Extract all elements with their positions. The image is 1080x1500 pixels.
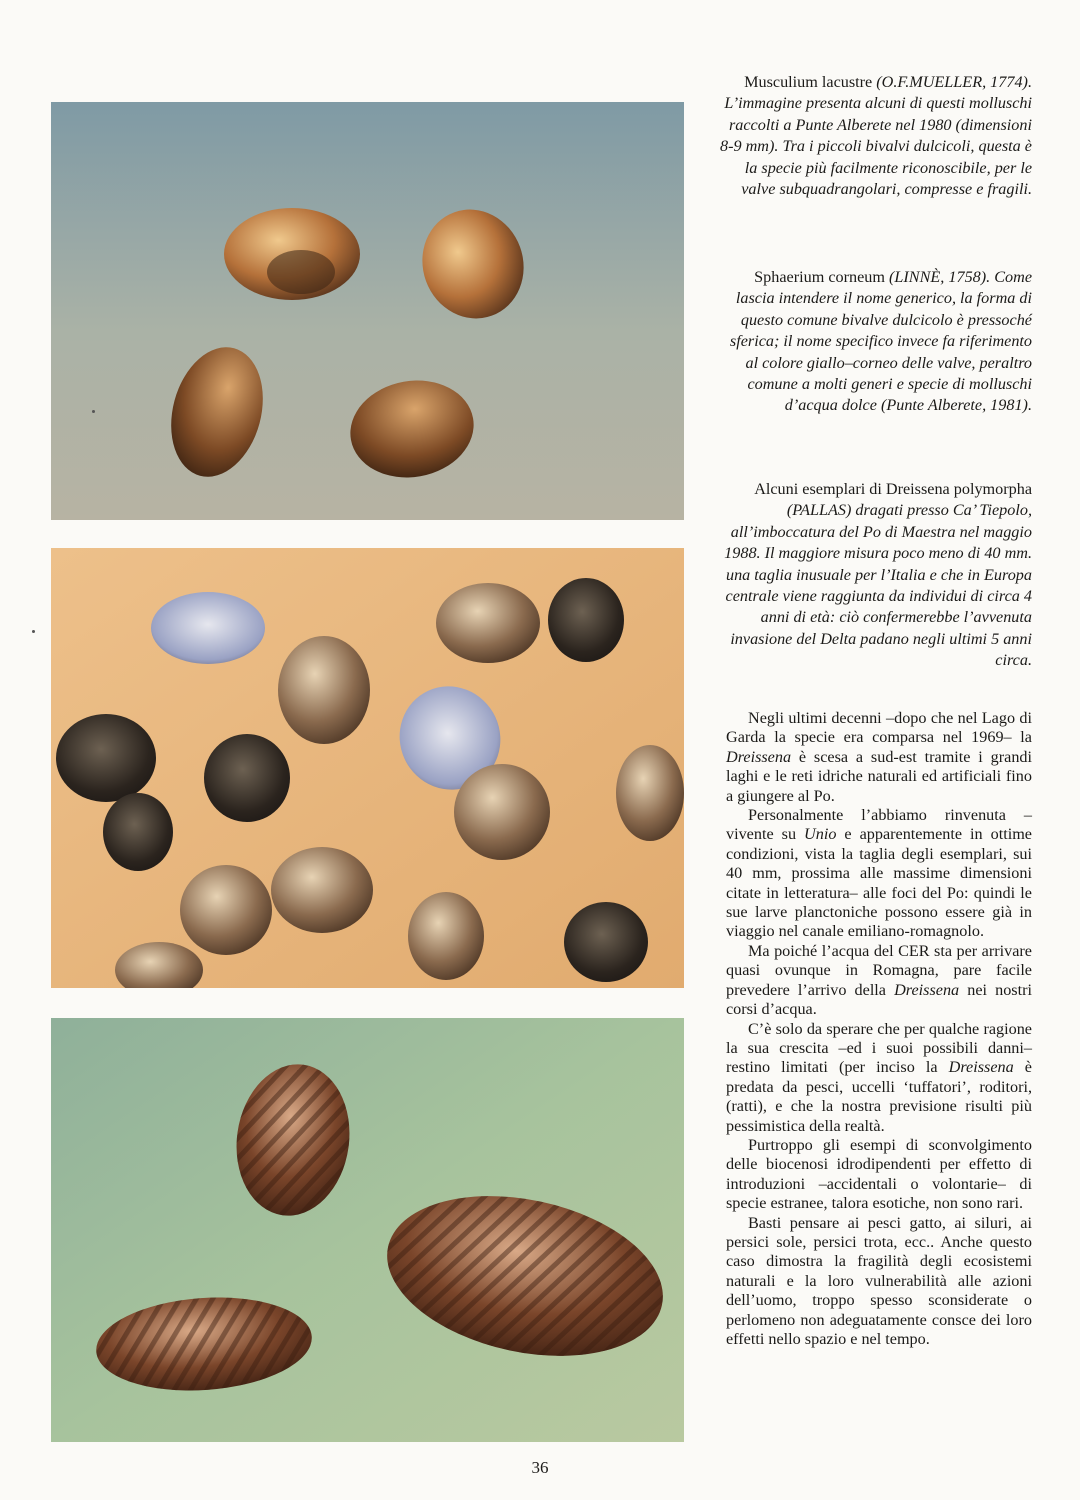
shell xyxy=(56,714,156,802)
paragraph: Ma poiché l’acqua del CER sta per arrivare quasi ovunque in Romagna, pare facile prevedere l’arrivo della Dreissena nei nostri corsi d’acqua. xyxy=(726,941,1032,1019)
paragraph: Purtroppo gli esempi di sconvolgimento delle biocenosi idrodipendenti per effetto di introduzioni –accidentali o volontarie– di specie estranee, talora esotiche, non sono rari. xyxy=(726,1135,1032,1213)
caption-species: Sphaerium corneum xyxy=(754,268,885,286)
shell xyxy=(278,636,370,744)
speck xyxy=(32,630,35,633)
caption-text: (O.F.MUELLER, 1774). L’immagine presenta alcuni di questi molluschi raccolti a Punte Alberete nel 1980 (dimensioni 8-9 mm). Tra i piccoli bivalvi dulcicoli, questa è la specie più facilmente riconoscibile, per le valve subquadrangolari, compresse e fragili. xyxy=(719,73,1032,199)
speck xyxy=(92,410,95,413)
shell xyxy=(224,208,360,300)
shell xyxy=(271,847,373,933)
shell xyxy=(564,902,648,982)
caption-text: (PALLAS) dragati presso Ca’ Tiepolo, all’imboccatura del Po di Maestra nel maggio 1988. Il maggiore misura poco meno di 40 mm. una taglia inusuale per l’Italia e che in Europa centrale viene raggiunta da individui di circa 4 anni di età: ciò confermerebbe l’avvenuta invasione del Delta padano negli ultimi 5 anni circa. xyxy=(724,501,1032,670)
caption-dreissena-polymorpha xyxy=(718,479,1032,672)
shell xyxy=(180,865,272,955)
caption-species: Alcuni esemplari di Dreissena polymorpha xyxy=(754,480,1032,498)
paragraph: Personalmente l’abbiamo rinvenuta –vivente su Unio e apparentemente in ottime condizioni, vista la taglia degli esemplari, sui 40 mm, prossima alle massime dimensioni citate in letteratura– alle foci del Po: quindi le sue larve planctoniche possono essere già in viaggio nel canale emiliano-romagnolo. xyxy=(726,806,1032,941)
photo-musculium-lacustre xyxy=(51,102,684,520)
photo-dreissena-polymorpha xyxy=(51,1018,684,1442)
shell xyxy=(408,892,484,980)
shell xyxy=(454,764,550,860)
page-number: 36 xyxy=(531,1458,549,1477)
shell xyxy=(151,592,265,664)
shell xyxy=(616,745,684,841)
photo-sphaerium-corneum xyxy=(51,548,684,988)
paragraph: Basti pensare ai pesci gatto, ai siluri, ai persici sole, persici trota, ecc.. Anche questo caso dimostra la fragilità degli ecosistemi naturali e la loro vulnerabilità alle azioni dell’uomo, troppo spesso sconsiderate o perlomeno non adeguatamente consce dei loro effetti nello spazio e nel tempo. xyxy=(726,1213,1032,1348)
shell xyxy=(103,793,173,871)
article-body xyxy=(726,709,1032,1349)
paragraph: C’è solo da sperare che per qualche ragione la sua crescita –ed i suoi possibili danni– restino limitati (per inciso la Dreissena è predata da pesci, uccelli ‘tuffatori’, roditori, (ratti), e che la nostra previsione risulti più pessimistica della realtà. xyxy=(726,1019,1032,1135)
caption-text: (LINNÈ, 1758). Come lascia intendere il nome generico, la forma di questo comune bivalve dulcicolo è pressoché sferica; il nome specifico invece fa riferimento al colore giallo–corneo delle valve, peraltro comune a molti generi e specie di molluschi d’acqua dolce (Punte Alberete, 1981). xyxy=(729,268,1032,415)
shell xyxy=(204,734,290,822)
caption-sphaerium-corneum xyxy=(718,267,1032,417)
paragraph: Negli ultimi decenni –dopo che nel Lago di Garda la specie era comparsa nel 1969– la Dreissena è scesa a sud-est tramite i grandi laghi e le reti idriche naturali ed artificiali fino a giungere al Po. xyxy=(726,709,1032,805)
caption-species: Musculium lacustre xyxy=(744,73,873,91)
caption-musculium-lacustre xyxy=(718,72,1032,200)
shell xyxy=(436,583,540,663)
shell xyxy=(548,578,624,662)
